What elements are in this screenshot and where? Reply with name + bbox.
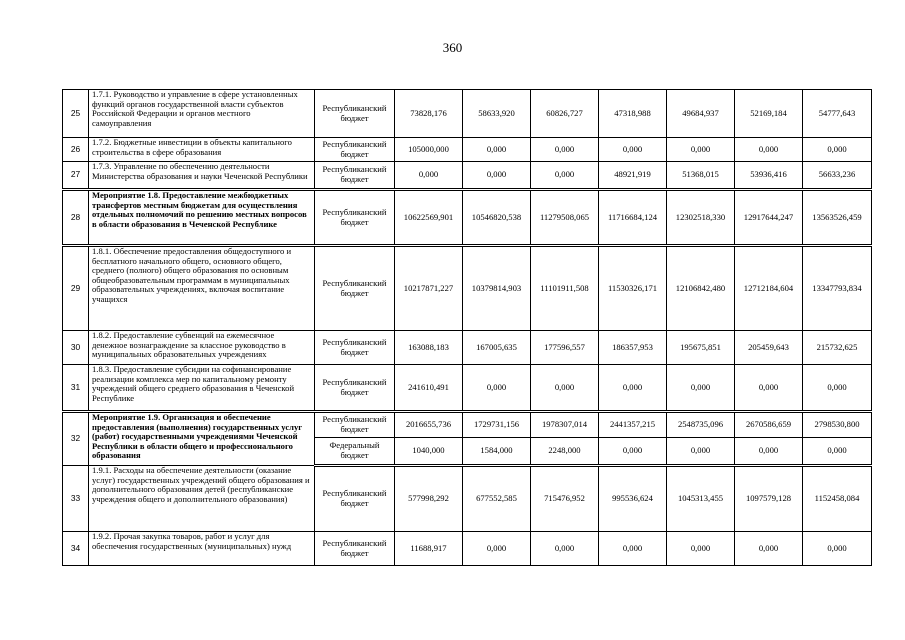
table-row (63, 162, 872, 190)
amount-cell: 215732,625 (803, 331, 872, 365)
amount-cell: 0,000 (599, 532, 667, 566)
measure-name: 1.7.3. Управление по обеспечению деятельности Министерства образования и науки Чеченской Республики (89, 162, 315, 190)
amount-cell: 11688,917 (395, 532, 463, 566)
amount-cell: 0,000 (395, 162, 463, 190)
amount-cell: 0,000 (531, 532, 599, 566)
amount-cell: 13563526,459 (803, 190, 872, 246)
measure-name: 1.9.1. Расходы на обеспечение деятельности (оказание услуг) государственных учреждений общего образования и дополнительного образования детей (республиканские учреждения общего и дополнительного образования) (89, 466, 315, 532)
amount-cell: 186357,953 (599, 331, 667, 365)
table-row (63, 412, 872, 438)
amount-cell: 577998,292 (395, 466, 463, 532)
amount-cell: 2016655,736 (395, 412, 463, 438)
measure-name: 1.7.1. Руководство и управление в сфере установленных функций органов государственной власти субъектов Российской Федерации и органов местного самоуправления (89, 90, 315, 138)
measure-name: Мероприятие 1.8. Предоставление межбюджетных трансфертов местным бюджетам для осуществления отдельных полномочий по решению местных вопросов в области образования в Чеченской Республике (89, 190, 315, 246)
funding-source: Республиканский бюджет (315, 190, 395, 246)
amount-cell: 0,000 (599, 438, 667, 466)
funding-source: Республиканский бюджет (315, 466, 395, 532)
table-row (63, 365, 872, 412)
funding-source: Республиканский бюджет (315, 246, 395, 331)
row-number: 33 (63, 466, 89, 532)
funding-source: Республиканский бюджет (315, 532, 395, 566)
amount-cell: 0,000 (599, 365, 667, 412)
amount-cell: 0,000 (735, 365, 803, 412)
amount-cell: 0,000 (463, 138, 531, 162)
row-number: 31 (63, 365, 89, 412)
amount-cell: 51368,015 (667, 162, 735, 190)
measure-name: 1.8.3. Предоставление субсидии на софинансирование реализации комплекса мер по капитальному ремонту учреждений общего среднего образования в Чеченской Республике (89, 365, 315, 412)
amount-cell: 0,000 (463, 365, 531, 412)
amount-cell: 677552,585 (463, 466, 531, 532)
row-number: 26 (63, 138, 89, 162)
amount-cell: 0,000 (667, 532, 735, 566)
amount-cell: 0,000 (735, 532, 803, 566)
amount-cell: 12712184,604 (735, 246, 803, 331)
row-number: 30 (63, 331, 89, 365)
row-number: 34 (63, 532, 89, 566)
amount-cell: 163088,183 (395, 331, 463, 365)
measure-name: 1.8.2. Предоставление субвенций на ежемесячное денежное вознаграждение за классное руководство в муниципальных образовательных учреждениях (89, 331, 315, 365)
amount-cell: 48921,919 (599, 162, 667, 190)
amount-cell: 0,000 (667, 138, 735, 162)
amount-cell: 60826,727 (531, 90, 599, 138)
amount-cell: 205459,643 (735, 331, 803, 365)
funding-source: Республиканский бюджет (315, 412, 395, 438)
amount-cell: 13347793,834 (803, 246, 872, 331)
amount-cell: 11101911,508 (531, 246, 599, 331)
amount-cell: 73828,176 (395, 90, 463, 138)
row-number: 27 (63, 162, 89, 190)
amount-cell: 995536,624 (599, 466, 667, 532)
amount-cell: 54777,643 (803, 90, 872, 138)
table-row (63, 331, 872, 365)
amount-cell: 0,000 (803, 532, 872, 566)
funding-source: Республиканский бюджет (315, 365, 395, 412)
amount-cell: 1097579,128 (735, 466, 803, 532)
amount-cell: 1152458,084 (803, 466, 872, 532)
row-number: 32 (63, 412, 89, 466)
amount-cell: 0,000 (667, 438, 735, 466)
amount-cell: 0,000 (735, 438, 803, 466)
funding-source: Республиканский бюджет (315, 331, 395, 365)
row-number: 28 (63, 190, 89, 246)
measure-name: 1.9.2. Прочая закупка товаров, работ и услуг для обеспечения государственных (муниципальных) нужд (89, 532, 315, 566)
amount-cell: 56633,236 (803, 162, 872, 190)
amount-cell: 0,000 (803, 138, 872, 162)
table-row (63, 138, 872, 162)
measure-name: Мероприятие 1.9. Организация и обеспечение предоставления (выполнения) государственных услуг (работ) государственными учреждениями Чеченской Республики в области общего и профессионального образования (89, 412, 315, 466)
table-row (63, 190, 872, 246)
funding-source: Республиканский бюджет (315, 162, 395, 190)
amount-cell: 1584,000 (463, 438, 531, 466)
amount-cell: 1045313,455 (667, 466, 735, 532)
amount-cell: 715476,952 (531, 466, 599, 532)
amount-cell: 0,000 (803, 365, 872, 412)
table-row (63, 532, 872, 566)
amount-cell: 105000,000 (395, 138, 463, 162)
amount-cell: 53936,416 (735, 162, 803, 190)
amount-cell: 11279508,065 (531, 190, 599, 246)
amount-cell: 167005,635 (463, 331, 531, 365)
amount-cell: 12302518,330 (667, 190, 735, 246)
amount-cell: 0,000 (531, 162, 599, 190)
amount-cell: 177596,557 (531, 331, 599, 365)
amount-cell: 0,000 (531, 365, 599, 412)
amount-cell: 58633,920 (463, 90, 531, 138)
amount-cell: 241610,491 (395, 365, 463, 412)
amount-cell: 10546820,538 (463, 190, 531, 246)
amount-cell: 2798530,800 (803, 412, 872, 438)
amount-cell: 0,000 (667, 365, 735, 412)
row-number: 29 (63, 246, 89, 331)
amount-cell: 195675,851 (667, 331, 735, 365)
funding-source: Республиканский бюджет (315, 90, 395, 138)
amount-cell: 52169,184 (735, 90, 803, 138)
amount-cell: 47318,988 (599, 90, 667, 138)
table-row (63, 90, 872, 138)
amount-cell: 49684,937 (667, 90, 735, 138)
amount-cell: 1978307,014 (531, 412, 599, 438)
table-row (63, 246, 872, 331)
amount-cell: 2548735,096 (667, 412, 735, 438)
funding-source: Республиканский бюджет (315, 138, 395, 162)
table-row (63, 466, 872, 532)
amount-cell: 0,000 (463, 162, 531, 190)
row-number: 25 (63, 90, 89, 138)
table-body (63, 90, 872, 566)
amount-cell: 11716684,124 (599, 190, 667, 246)
amount-cell: 12106842,480 (667, 246, 735, 331)
amount-cell: 2441357,215 (599, 412, 667, 438)
amount-cell: 2670586,659 (735, 412, 803, 438)
measure-name: 1.8.1. Обеспечение предоставления общедоступного и бесплатного начального общего, основного общего, среднего (полного) общего образования по основным общеобразовательным программам в муниципальных образовательных учреждениях, включая воспитание учащихся (89, 246, 315, 331)
funding-source: Федеральный бюджет (315, 438, 395, 466)
measure-name: 1.7.2. Бюджетные инвестиции в объекты капитального строительства в сфере образования (89, 138, 315, 162)
amount-cell: 12917644,247 (735, 190, 803, 246)
amount-cell: 10217871,227 (395, 246, 463, 331)
amount-cell: 1040,000 (395, 438, 463, 466)
page-number: 360 (442, 40, 463, 55)
amount-cell: 2248,000 (531, 438, 599, 466)
amount-cell: 0,000 (735, 138, 803, 162)
amount-cell: 11530326,171 (599, 246, 667, 331)
amount-cell: 10622569,901 (395, 190, 463, 246)
budget-table (62, 89, 872, 566)
amount-cell: 0,000 (463, 532, 531, 566)
amount-cell: 0,000 (599, 138, 667, 162)
amount-cell: 1729731,156 (463, 412, 531, 438)
amount-cell: 0,000 (531, 138, 599, 162)
amount-cell: 0,000 (803, 438, 872, 466)
amount-cell: 10379814,903 (463, 246, 531, 331)
